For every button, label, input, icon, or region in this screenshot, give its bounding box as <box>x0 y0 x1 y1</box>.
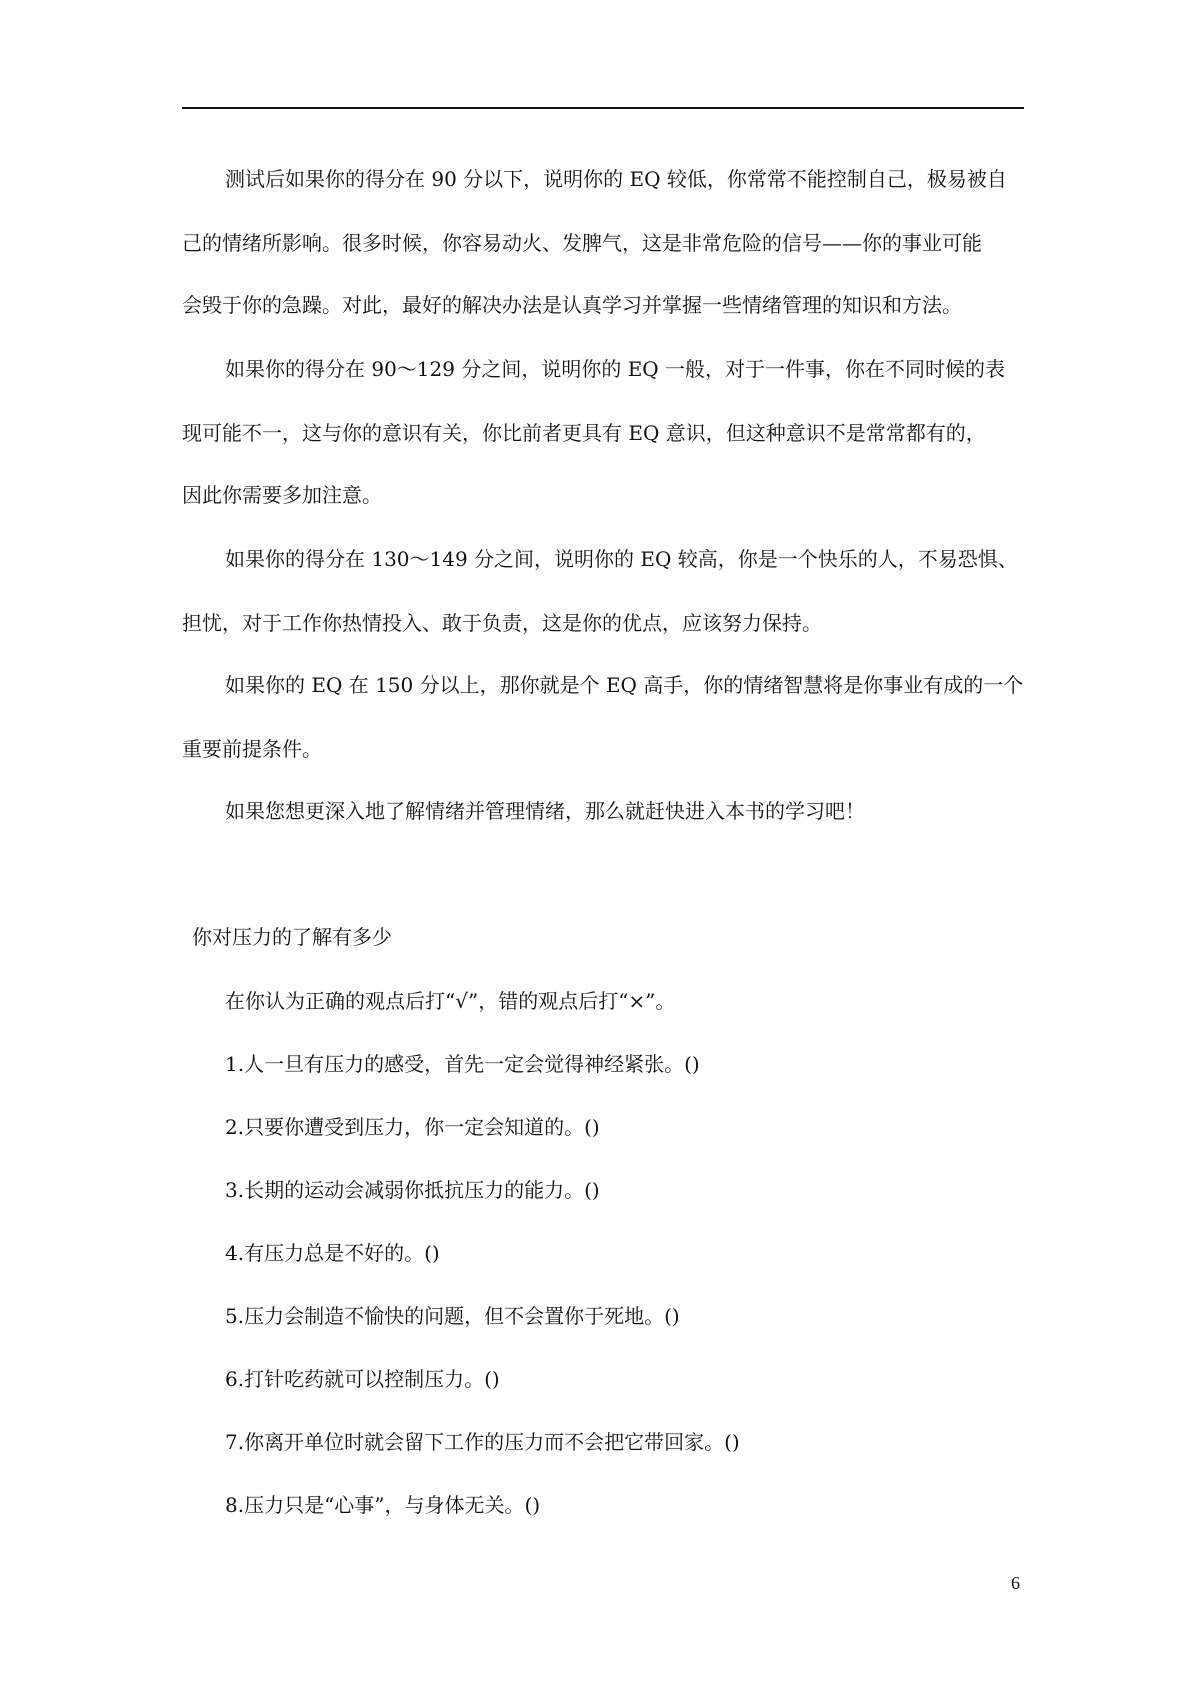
paragraph-1-line-2: 己的情绪所影响。很多时候，你容易动火、发脾气，这是非常危险的信号——你的事业可能 <box>182 231 982 255</box>
paragraph-4-line-2: 重要前提条件。 <box>182 737 322 761</box>
paragraph-4-line-1: 如果你的 EQ 在 150 分以上，那你就是个 EQ 高手，你的情绪智慧将是你事业有成的一个 <box>225 673 1024 697</box>
quiz-item-3: 3.长期的运动会减弱你抵抗压力的能力。() <box>225 1178 600 1202</box>
paragraph-1-line-3: 会毁于你的急躁。对此，最好的解决办法是认真学习并掌握一些情绪管理的知识和方法。 <box>182 293 962 317</box>
quiz-item-7: 7.你离开单位时就会留下工作的压力而不会把它带回家。() <box>225 1430 740 1454</box>
header-rule <box>182 107 1024 109</box>
paragraph-2-line-3: 因此你需要多加注意。 <box>182 483 382 507</box>
quiz-instruction: 在你认为正确的观点后打“√”，错的观点后打“×”。 <box>225 989 676 1013</box>
paragraph-2-line-1: 如果你的得分在 90～129 分之间，说明你的 EQ 一般，对于一件事，你在不同时候的表 <box>225 357 1006 381</box>
paragraph-3-line-2: 担忧，对于工作你热情投入、敢于负责，这是你的优点，应该努力保持。 <box>182 611 822 635</box>
quiz-item-1: 1.人一旦有压力的感受，首先一定会觉得神经紧张。() <box>225 1052 700 1076</box>
quiz-item-5: 5.压力会制造不愉快的问题，但不会置你于死地。() <box>225 1304 680 1328</box>
paragraph-1-line-1: 测试后如果你的得分在 90 分以下，说明你的 EQ 较低，你常常不能控制自己，极易被自 <box>225 167 1007 191</box>
quiz-item-2: 2.只要你遭受到压力，你一定会知道的。() <box>225 1115 600 1139</box>
quiz-item-8: 8.压力只是“心事”，与身体无关。() <box>225 1493 541 1517</box>
paragraph-2-line-2: 现可能不一，这与你的意识有关，你比前者更具有 EQ 意识，但这种意识不是常常都有的， <box>182 421 986 445</box>
quiz-heading: 你对压力的了解有多少 <box>192 925 392 949</box>
page-number: 6 <box>1011 1573 1020 1593</box>
quiz-item-6: 6.打针吃药就可以控制压力。() <box>225 1367 500 1391</box>
paragraph-3-line-1: 如果你的得分在 130～149 分之间，说明你的 EQ 较高，你是一个快乐的人，不易恐惧、 <box>225 547 1018 571</box>
paragraph-5-line-1: 如果您想更深入地了解情绪并管理情绪，那么就赶快进入本书的学习吧！ <box>225 799 865 823</box>
quiz-item-4: 4.有压力总是不好的。() <box>225 1241 440 1265</box>
